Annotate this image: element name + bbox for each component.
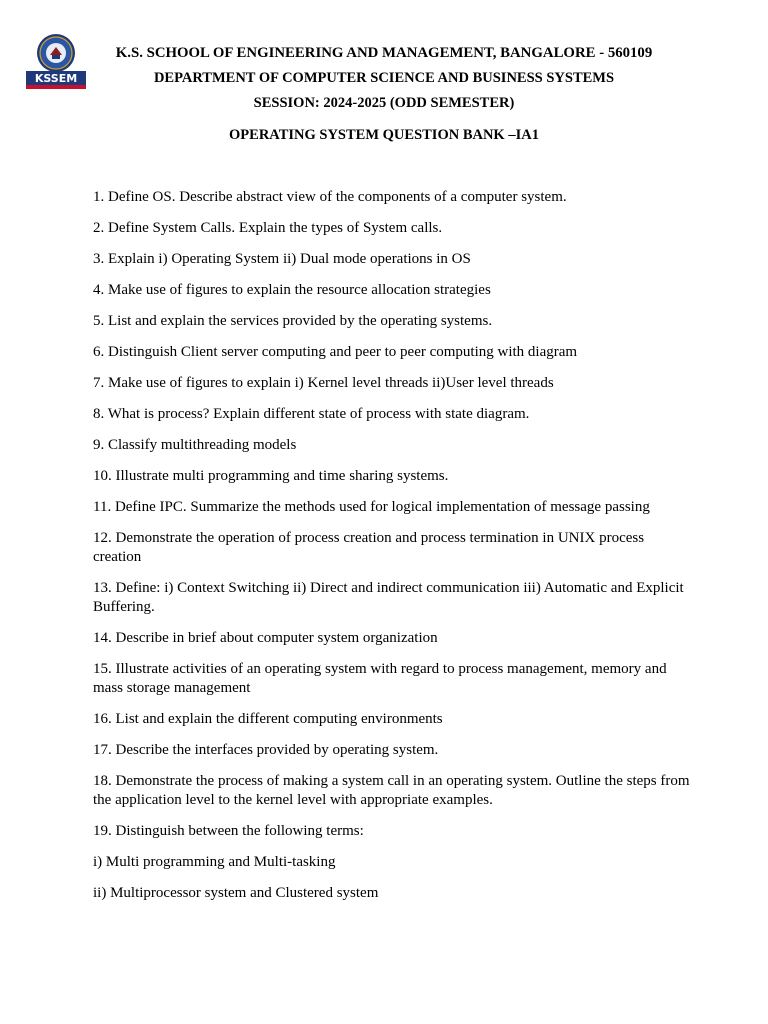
session-line: SESSION: 2024-2025 (ODD SEMESTER) xyxy=(253,95,515,111)
question-item: 6. Distinguish Client server computing and peer to peer computing with diagram xyxy=(93,344,578,360)
question-item: 12. Demonstrate the operation of process creation and process termination in UNIX process creation xyxy=(93,530,645,565)
svg-text:KSSEM: KSSEM xyxy=(34,72,78,85)
question-item: 5. List and explain the services provided by the operating systems. xyxy=(93,313,493,329)
question-item: 9. Classify multithreading models xyxy=(93,437,297,453)
question-item: 16. List and explain the different computing environments xyxy=(93,711,443,727)
question-item: 3. Explain i) Operating System ii) Dual mode operations in OS xyxy=(93,251,471,267)
question-item: 7. Make use of figures to explain i) Kernel level threads ii)User level threads xyxy=(93,375,554,391)
question-item: 8. What is process? Explain different state of process with state diagram. xyxy=(93,406,530,422)
question-item: 14. Describe in brief about computer system organization xyxy=(93,630,438,646)
question-item: 10. Illustrate multi programming and time sharing systems. xyxy=(93,468,449,484)
question-subitem: i) Multi programming and Multi-tasking xyxy=(93,854,336,870)
question-item: 4. Make use of figures to explain the resource allocation strategies xyxy=(93,282,491,298)
question-item: 1. Define OS. Describe abstract view of the components of a computer system. xyxy=(93,189,567,205)
question-list xyxy=(93,188,693,915)
question-item: 2. Define System Calls. Explain the types of System calls. xyxy=(93,220,443,236)
question-item: 15. Illustrate activities of an operating system with regard to process management, memory and mass storage management xyxy=(93,661,667,696)
department-name: DEPARTMENT OF COMPUTER SCIENCE AND BUSINESS SYSTEMS xyxy=(153,70,615,86)
question-item: 17. Describe the interfaces provided by operating system. xyxy=(93,742,439,758)
question-item: 13. Define: i) Context Switching ii) Direct and indirect communication iii) Automatic and Explicit Buffering. xyxy=(93,580,684,615)
question-item: 18. Demonstrate the process of making a system call in an operating system. Outline the steps from the application level to the kernel level with appropriate examples. xyxy=(93,773,690,808)
question-item: 11. Define IPC. Summarize the methods used for logical implementation of message passing xyxy=(93,499,650,515)
school-name: K.S. SCHOOL OF ENGINEERING AND MANAGEMENT, BANGALORE - 560109 xyxy=(115,45,653,61)
question-item: 19. Distinguish between the following terms: xyxy=(93,823,364,839)
document-title: OPERATING SYSTEM QUESTION BANK –IA1 xyxy=(229,127,539,143)
question-subitem: ii) Multiprocessor system and Clustered system xyxy=(93,885,379,901)
